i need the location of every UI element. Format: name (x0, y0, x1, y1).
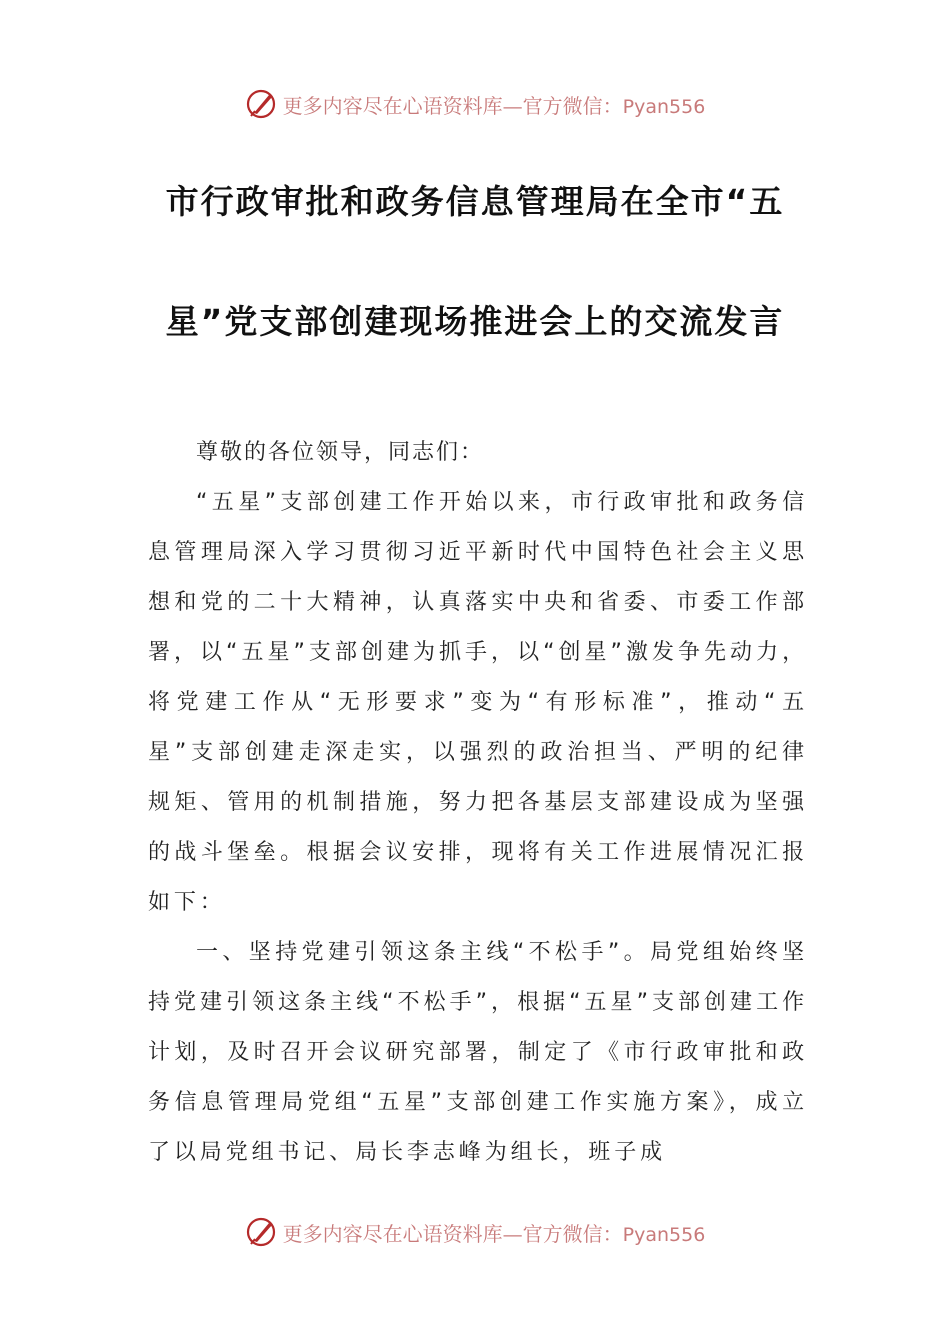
watermark-header (0, 84, 950, 124)
paragraph-1: “五星”支部创建工作开始以来，市行政审批和政务信息管理局深入学习贯彻习近平新时代中国特色社会主义思想和党的二十大精神，认真落实中央和省委、市委工作部署，以“五星”支部创建为抓手，以“创星”激发争先动力，将党建工作从“无形要求”变为“有形标准”，推动“五星”支部创建走深走实，以强烈的政治担当、严明的纪律规矩、管用的机制措施，努力把各基层支部建设成为坚强的战斗堡垒。根据会议安排，现将有关工作进展情况汇报如下： (148, 490, 808, 915)
watermark-text: 更多内容尽在心语资料库—官方微信：Pyan556 (282, 93, 706, 118)
quill-logo-icon (245, 1215, 279, 1249)
watermark-footer (0, 1212, 950, 1252)
quill-logo-icon (245, 87, 279, 121)
greeting: 尊敬的各位领导，同志们： (196, 440, 485, 465)
document-title-line2: 星”党支部创建现场推进会上的交流发言 (165, 302, 785, 341)
document-title-line1: 市行政审批和政务信息管理局在全市“五 (165, 182, 785, 221)
paragraph-2: 一、坚持党建引领这条主线“不松手”。局党组始终坚持党建引领这条主线“不松手”，根据“五星”支部创建工作计划，及时召开会议研究部署，制定了《市行政审批和政务信息管理局党组“五星”支部创建工作实施方案》，成立了以局党组书记、局长李志峰为组长，班子成 (148, 940, 808, 1165)
watermark-id: Pyan556 (622, 1223, 706, 1246)
document-body (148, 428, 808, 1178)
watermark-text: 更多内容尽在心语资料库—官方微信：Pyan556 (282, 1221, 706, 1246)
watermark-id: Pyan556 (622, 95, 706, 118)
